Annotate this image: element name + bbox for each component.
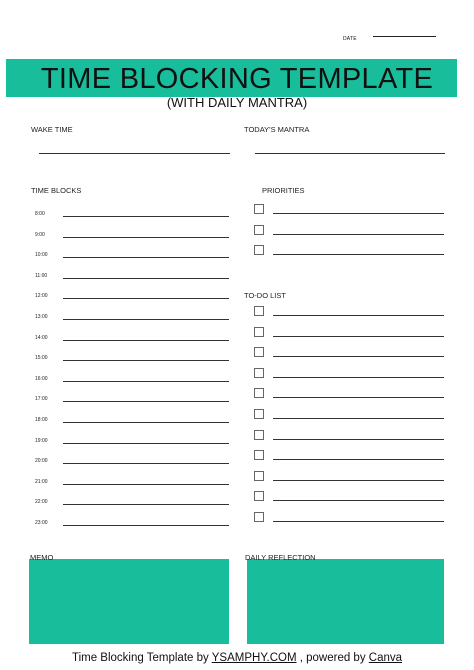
date-label: DATE [343, 36, 357, 42]
time-slot-label: 16:00 [35, 375, 48, 382]
time-slot-label: 23:00 [35, 520, 48, 526]
todo-checkbox[interactable] [254, 368, 264, 378]
time-slot-line[interactable] [63, 360, 229, 361]
todo-checkbox[interactable] [254, 512, 264, 522]
time-slot-label: 19:00 [35, 437, 48, 444]
footer-middle: , powered by [296, 652, 369, 664]
time-slot-line[interactable] [63, 257, 229, 258]
footer-tool-link[interactable]: Canva [368, 652, 403, 664]
todays-mantra-line[interactable] [255, 153, 445, 154]
priorities-label: PRIORITIES [262, 186, 305, 195]
memo-box[interactable] [29, 559, 229, 644]
page-title: TIME BLOCKING TEMPLATE [40, 63, 434, 95]
footer-prefix: Time Blocking Template by [71, 652, 212, 664]
priority-line[interactable] [273, 234, 444, 235]
todo-line[interactable] [273, 356, 444, 357]
time-slot-line[interactable] [63, 422, 229, 423]
time-slot-label: 9:00 [35, 231, 45, 238]
priority-line[interactable] [273, 254, 444, 255]
memo-label: MEMO [30, 553, 54, 562]
todo-checkbox[interactable] [254, 327, 264, 337]
time-slot-label: 12:00 [35, 293, 48, 300]
time-slot-line[interactable] [63, 443, 229, 444]
time-slot-label: 22:00 [35, 499, 48, 506]
todo-line[interactable] [273, 521, 444, 522]
daily-reflection-label: DAILY REFLECTION [245, 553, 316, 562]
time-slot-label: 11:00 [35, 272, 48, 279]
todo-line[interactable] [273, 500, 444, 501]
footer-site-link[interactable]: YSAMPHY.COM [211, 652, 297, 664]
todo-checkbox[interactable] [254, 409, 264, 419]
priority-checkbox[interactable] [254, 245, 264, 255]
todo-checkbox[interactable] [254, 450, 264, 460]
daily-reflection-box[interactable] [247, 559, 444, 644]
wake-time-label: WAKE TIME [31, 125, 73, 134]
time-slot-label: 21:00 [35, 478, 48, 485]
todo-checkbox[interactable] [254, 347, 264, 357]
time-slot-line[interactable] [63, 504, 229, 505]
time-slot-label: 13:00 [35, 314, 48, 320]
todo-line[interactable] [273, 459, 444, 460]
todo-line[interactable] [273, 418, 444, 419]
time-slot-label: 10:00 [35, 252, 48, 259]
time-slot-line[interactable] [63, 340, 229, 341]
page-subtitle: (WITH DAILY MANTRA) [166, 95, 308, 110]
time-slot-label: 15:00 [35, 355, 48, 362]
priority-checkbox[interactable] [254, 225, 264, 235]
time-slot-line[interactable] [63, 381, 229, 382]
todo-list-label: TO-DO LIST [244, 291, 286, 300]
time-slot-line[interactable] [63, 237, 229, 238]
time-slot-line[interactable] [63, 278, 229, 279]
todo-checkbox[interactable] [254, 430, 264, 440]
wake-time-line[interactable] [39, 153, 230, 154]
time-slot-label: 18:00 [35, 417, 48, 423]
time-slot-line[interactable] [63, 401, 229, 402]
time-slot-line[interactable] [63, 525, 229, 526]
time-slot-line[interactable] [63, 298, 229, 299]
priority-line[interactable] [273, 213, 444, 214]
todo-checkbox[interactable] [254, 471, 264, 481]
todo-checkbox[interactable] [254, 491, 264, 501]
todays-mantra-label: TODAY'S MANTRA [244, 125, 310, 134]
time-slot-label: 14:00 [35, 334, 48, 341]
todo-line[interactable] [273, 315, 444, 316]
date-line[interactable] [373, 36, 436, 37]
todo-line[interactable] [273, 336, 444, 337]
priority-checkbox[interactable] [254, 204, 264, 214]
time-blocks-label: TIME BLOCKS [31, 186, 82, 195]
todo-checkbox[interactable] [254, 388, 264, 398]
todo-checkbox[interactable] [254, 306, 264, 316]
time-slot-label: 8:00 [35, 211, 45, 217]
time-slot-label: 17:00 [35, 396, 48, 403]
todo-line[interactable] [273, 397, 444, 398]
time-slot-line[interactable] [63, 216, 229, 217]
time-slot-line[interactable] [63, 319, 229, 320]
time-slot-line[interactable] [63, 484, 229, 485]
todo-line[interactable] [273, 377, 444, 378]
time-slot-label: 20:00 [35, 458, 48, 465]
todo-line[interactable] [273, 480, 444, 481]
footer [0, 652, 474, 664]
todo-line[interactable] [273, 439, 444, 440]
time-slot-line[interactable] [63, 463, 229, 464]
